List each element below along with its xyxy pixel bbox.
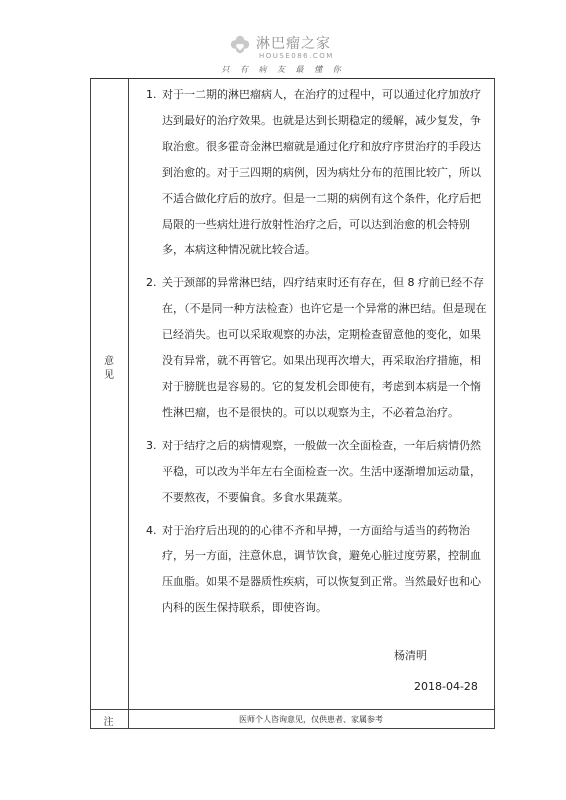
item-number: 4.	[146, 523, 157, 537]
document-header	[0, 0, 566, 78]
item-text: 关于颈部的异常淋巴结，四疗结束时还有存在，但 8 疗前已经不存在，（不是同一种方法检查）也许它是一个异常的淋巴结。但是现在已经消失。也可以采取观察的办法，定期检查留意他的变化，如果没有异常，就不再管它。如果出现再次增大，再采取治疗措施，相对于膀胱也是容易的。它的复发机会即使有，考虑到本病是一个惰性淋巴瘤，也不是很快的。可以以观察为主，不必着急治疗。	[162, 276, 487, 419]
item-number: 3.	[146, 438, 157, 452]
table-column-divider	[128, 79, 129, 728]
item-text: 对于一二期的淋巴瘤病人，在治疗的过程中，可以通过化疗加放疗达到最好的治疗效果。也就是达到长期稳定的缓解，减少复发，争取治愈。很多霍奇金淋巴瘤就是通过化疗和放疗序贯治疗的手段达到治愈的。对于三四期的病例，因为病灶分布的范围比较广，所以不适合做化疗后的放疗。但是一二期的病例有这个条件，化疗后把局限的一些病灶进行放射性治疗之后，可以达到治愈的机会特别多，本病这种情况就比较合适。	[162, 88, 481, 257]
note-row	[90, 709, 495, 729]
opinion-content	[146, 82, 491, 621]
opinion-item	[146, 270, 491, 425]
doctor-signature: 杨清明	[394, 649, 427, 662]
opinion-item	[146, 518, 491, 622]
item-text: 对于治疗后出现的的心律不齐和早搏，一方面给与适当的药物治疗，另一方面，注意休息，调节饮食，避免心脏过度劳累，控制血压血脂。如果不是器质性疾病，可以恢复到正常。当然最好也和心内科的医生保持联系，即使咨询。	[162, 523, 481, 615]
opinion-label-char-1: 意	[104, 356, 114, 367]
heart-flower-icon	[229, 34, 251, 56]
opinion-label-char-2: 见	[104, 370, 114, 381]
item-number: 1.	[146, 88, 157, 101]
opinion-item	[146, 433, 491, 511]
note-text: 医师个人咨询意见，仅供患者、家属参考	[239, 715, 383, 724]
note-label: 注	[103, 717, 114, 728]
item-number: 2.	[146, 276, 157, 290]
opinion-item	[146, 82, 491, 263]
site-slogan: 只 有 病 友 最 懂 你	[221, 65, 345, 74]
site-logo-domain: HOUSE086.COM	[259, 52, 334, 60]
opinion-label	[90, 355, 128, 383]
site-logo-title: 淋巴瘤之家	[256, 36, 331, 52]
opinion-date: 2018-04-28	[414, 680, 478, 693]
item-text: 对于结疗之后的病情观察，一般做一次全面检查，一年后病情仍然平稳，可以改为半年左右全面检查一次。生活中逐渐增加运动量，不要熬夜，不要偏食。多食水果蔬菜。	[162, 438, 481, 504]
